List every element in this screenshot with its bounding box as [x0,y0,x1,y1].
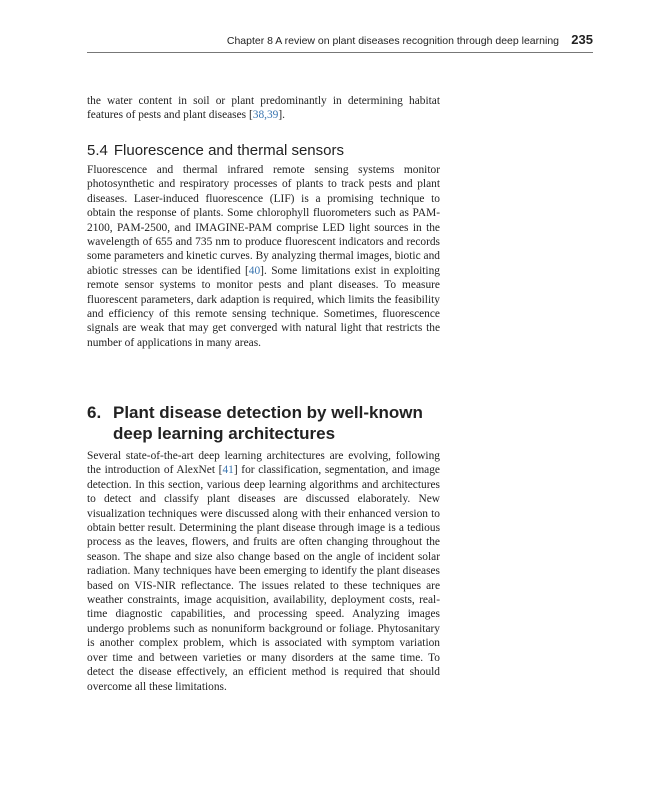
paragraph-deep-learning [87,449,440,694]
paragraph-text: ]. Some limitations exist in exploiting remote sensor systems to monitor pests and plant diseases. To measure fluorescent parameters, dark adaption is required, which limits the feasibility and efficiency of this remote sensing technique. Sometimes, fluorescence signals are weak that may get converged with natural light that restricts the number of applications in many areas. [87,264,440,349]
citation-link[interactable]: 41 [222,464,234,477]
page-number: 235 [571,32,593,47]
running-header [87,33,593,53]
section-number: 5.4 [87,142,108,159]
section-title: Plant disease detection by well-known deep learning architectures [113,403,423,443]
paragraph-habitat [87,94,440,123]
section-number: 6. [87,403,102,422]
chapter-title: Chapter 8 A review on plant diseases recognition through deep learning [226,35,559,47]
section-title: Fluorescence and thermal sensors [113,142,344,159]
paragraph-text: Fluorescence and thermal infrared remote sensing systems monitor photosynthetic and respiratory processes of plants to track pests and plant diseases. Laser-induced fluorescence (LIF) is a promising technique to obtain the response of plants. Some chlorophyll fluorometers such as PAM-2100, PAM-2500, and IMAGINE-PAM comprise LED light sources in the wavelength of 655 and 735 nm to produce fluorescent indicators and records some parameters and kinetic curves. By analyzing thermal images, biotic and abiotic stresses can be identified [ [87,164,440,277]
section-heading-main [87,402,447,444]
paragraph-fluorescence [87,163,440,350]
section-heading [87,142,344,159]
paragraph-text: Several state-of-the-art deep learning architectures are evolving, following the introduction of AlexNet [ [87,450,440,477]
paragraph-text: the water content in soil or plant predominantly in determining habitat features of pests and plant diseases [ [87,95,440,122]
paragraph-text: ] for classification, segmentation, and image detection. In this section, various deep learning algorithms and architectures to detect and classify plant diseases are discussed elaborately. New visualization techniques were discussed along with their enhanced version to obtain better result. Determining the plant disease through image is a tedious process as the leaves, flowers, and fruits are often changing throughout the season. The shape and size also change based on the angle of incident solar radiation. Many techniques have been emerging to identify the plant diseases based on VIS-NIR reflectance. The issues related to these techniques are weather constraints, image acquisition, availability, deployment costs, real-time diagnostic capabilities, and processing speed. Analyzing images undergo problems such as nonuniform background or foliage. Phytosanitary is another complex problem, which is associated with symptom variation over time and between varieties or many disorders at the same time. To detect the disease effectively, an efficient method is required that should overcome all these limitations. [87,464,440,693]
citation-link[interactable]: 40 [248,264,261,277]
citation-link[interactable]: 38,39 [252,109,279,122]
paragraph-text: ]. [278,109,286,122]
